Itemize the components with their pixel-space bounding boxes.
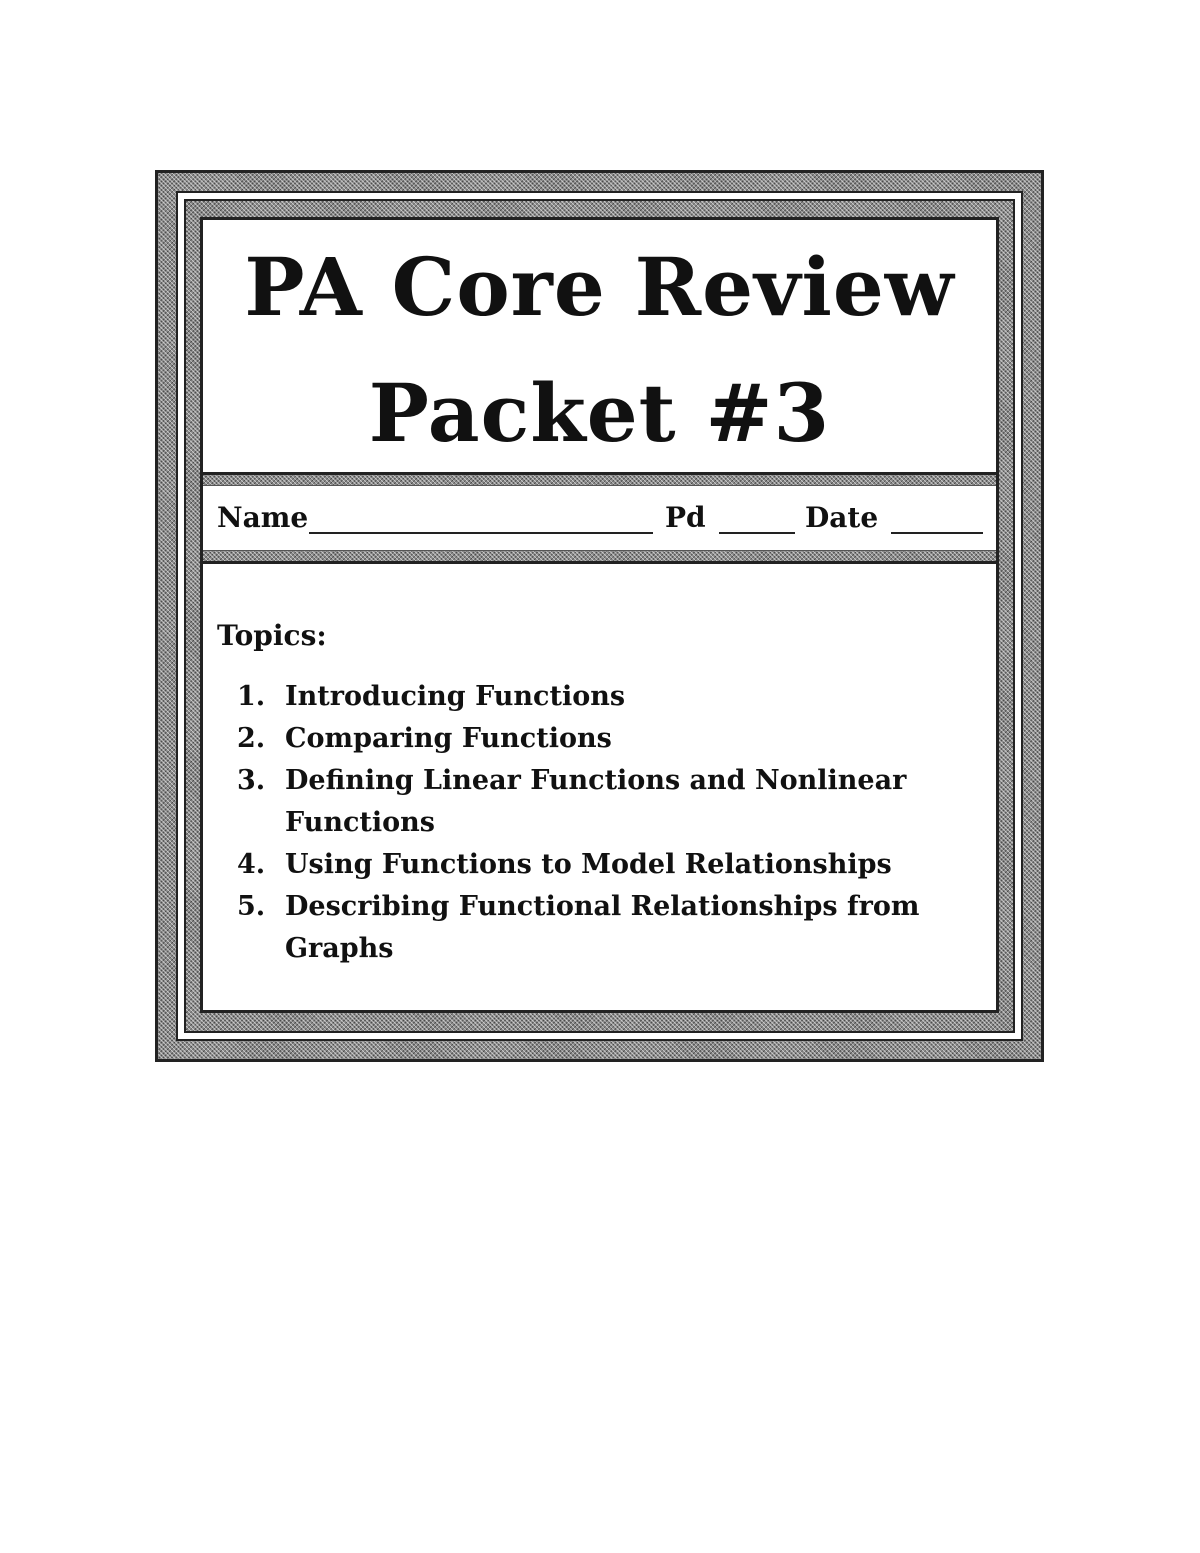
topic-text: Defining Linear Functions and Nonlinear Functions (285, 765, 907, 838)
date-field[interactable] (891, 532, 983, 534)
topic-item (237, 676, 997, 718)
frame-gap (176, 191, 1023, 1041)
name-field[interactable] (309, 532, 653, 534)
period-label: Pd (665, 501, 706, 534)
date-label: Date (805, 501, 879, 534)
topic-number: 4. (237, 849, 266, 880)
student-info-row (217, 496, 982, 540)
topic-text: Introducing Functions (285, 681, 626, 712)
inner-frame (184, 199, 1015, 1033)
page-title-line-2: Packet #3 (368, 366, 831, 460)
topics-list (237, 676, 997, 970)
topic-number: 3. (237, 765, 266, 796)
topic-number: 1. (237, 681, 266, 712)
band-divider-top (203, 472, 996, 486)
topics-heading: Topics: (217, 619, 327, 652)
title-section (203, 220, 996, 472)
topics-section (217, 564, 982, 1010)
topic-number: 5. (237, 891, 266, 922)
topic-text: Using Functions to Model Relationships (285, 849, 892, 880)
name-label: Name (217, 501, 309, 534)
page-title-line-1: PA Core Review (244, 240, 955, 334)
topic-number: 2. (237, 723, 266, 754)
period-field[interactable] (719, 532, 795, 534)
student-info-band (203, 472, 996, 564)
topic-item (237, 760, 997, 844)
topic-item (237, 844, 997, 886)
topic-text: Describing Functional Relationships from Graphs (285, 891, 920, 964)
topic-text: Comparing Functions (285, 723, 612, 754)
topic-item (237, 718, 997, 760)
band-divider-bottom (203, 550, 996, 564)
cover-content (200, 217, 999, 1013)
cover-frame (155, 170, 1044, 1062)
topic-item (237, 886, 997, 970)
